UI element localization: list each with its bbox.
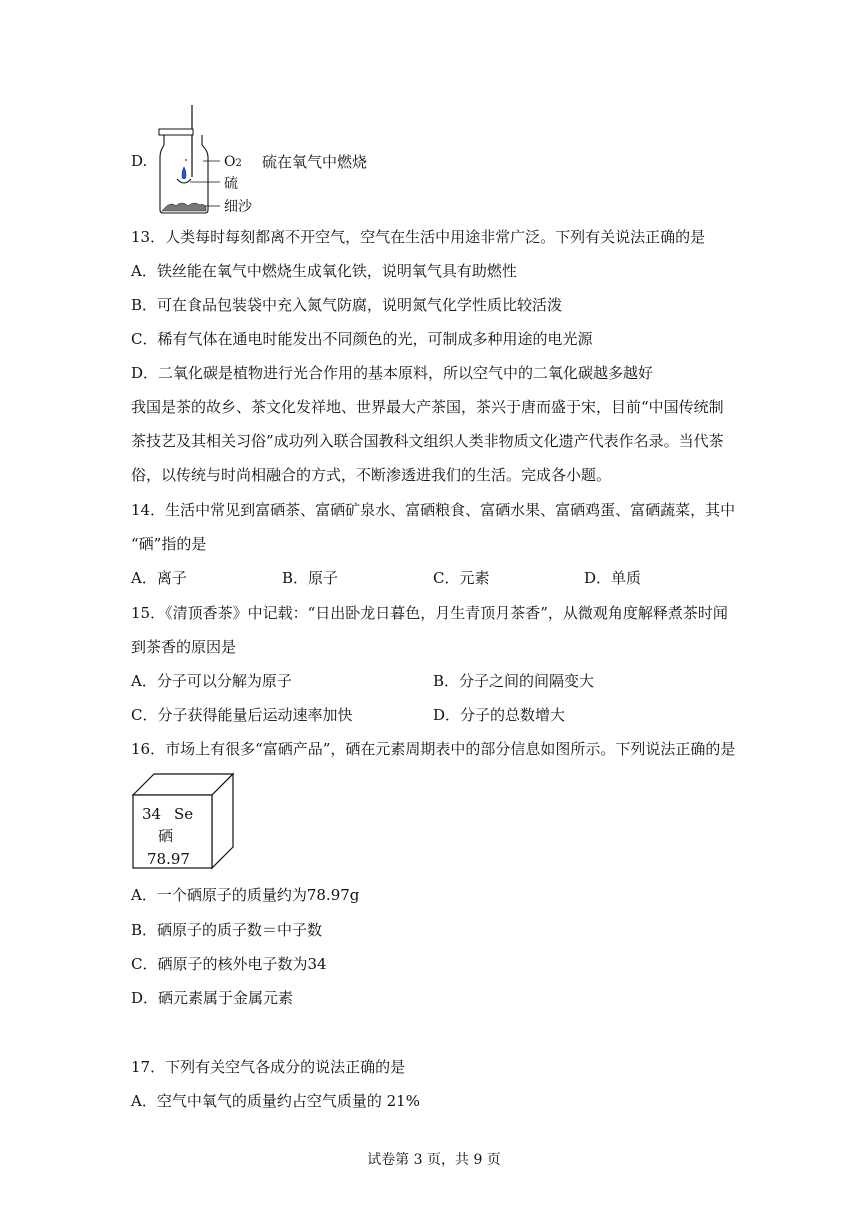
q15-option-a: A．分子可以分解为原子 bbox=[131, 672, 292, 690]
q12-option-d-letter: D. bbox=[131, 152, 148, 170]
q12-option-d-caption: 硫在氧气中燃烧 bbox=[262, 153, 368, 171]
q16-option-b: B．硒原子的质子数＝中子数 bbox=[131, 921, 323, 939]
element-atomic-number: 34 bbox=[142, 805, 162, 823]
page-footer: 试卷第 3 页，共 9 页 bbox=[367, 1152, 501, 1168]
passage-line-3: 俗，以传统与时尚相融合的方式，不断渗透进我们的生活。完成各小题。 bbox=[131, 466, 612, 484]
q16-option-c: C．硒原子的核外电子数为34 bbox=[131, 955, 327, 973]
passage-line-2: 茶技艺及其相关习俗”成功列入联合国教科文组织人类非物质文化遗产代表作名录。当代茶 bbox=[131, 432, 724, 450]
q16-option-a: A．一个硒原子的质量约为78.97g bbox=[131, 886, 360, 904]
q14-option-b: B．原子 bbox=[282, 569, 339, 587]
q14-stem-line-1: 14．生活中常见到富硒茶、富硒矿泉水、富硒粮食、富硒水果、富硒鸡蛋、富硒蔬菜，其中 bbox=[131, 501, 736, 519]
q15-option-d: D．分子的总数增大 bbox=[433, 706, 566, 724]
q15-option-c: C．分子获得能量后运动速率加快 bbox=[131, 706, 353, 724]
q16-stem: 16．市场上有很多“富硒产品”，硒在元素周期表中的部分信息如图所示。下列说法正确的是 bbox=[131, 740, 736, 758]
q15-stem-line-2: 到茶香的原因是 bbox=[131, 638, 237, 656]
element-name: 硒 bbox=[158, 827, 174, 845]
q14-option-c: C．元素 bbox=[433, 569, 490, 587]
passage-line-1: 我国是茶的故乡、茶文化发祥地、世界最大产茶国，茶兴于唐而盛于宋，目前“中国传统制 bbox=[131, 398, 724, 416]
element-atomic-mass: 78.97 bbox=[147, 850, 190, 868]
q17-option-a: A．空气中氧气的质量约占空气质量的 21% bbox=[131, 1092, 420, 1110]
q13-option-a: A．铁丝能在氧气中燃烧生成氧化铁，说明氧气具有助燃性 bbox=[131, 262, 517, 280]
q14-option-a: A．离子 bbox=[131, 569, 187, 587]
q15-option-b: B．分子之间的间隔变大 bbox=[433, 672, 595, 690]
q16-option-d: D．硒元素属于金属元素 bbox=[131, 989, 294, 1007]
q13-option-b: B．可在食品包装袋中充入氮气防腐，说明氮气化学性质比较活泼 bbox=[131, 296, 563, 314]
q13-option-d: D．二氧化碳是植物进行光合作用的基本原料，所以空气中的二氧化碳越多越好 bbox=[131, 364, 654, 382]
sulfur-label: 硫 bbox=[224, 176, 238, 192]
q17-stem: 17．下列有关空气各成分的说法正确的是 bbox=[131, 1058, 406, 1076]
q13-option-c: C．稀有气体在通电时能发出不同颜色的光，可制成多种用途的电光源 bbox=[131, 330, 593, 348]
q13-stem: 13．人类每时每刻都离不开空气，空气在生活中用途非常广泛。下列有关说法正确的是 bbox=[131, 228, 706, 246]
q15-stem-line-1: 15．《清顶香茶》中记载：“日出卧龙日暮色，月生青顶月茶香”，从微观角度解释煮茶时闻 bbox=[131, 604, 728, 622]
oxygen-label: O2 bbox=[224, 154, 242, 170]
sand-label: 细沙 bbox=[224, 199, 252, 215]
q14-option-d: D．单质 bbox=[584, 569, 642, 587]
q14-stem-line-2: “硒”指的是 bbox=[131, 535, 207, 553]
element-symbol: Se bbox=[174, 805, 194, 823]
